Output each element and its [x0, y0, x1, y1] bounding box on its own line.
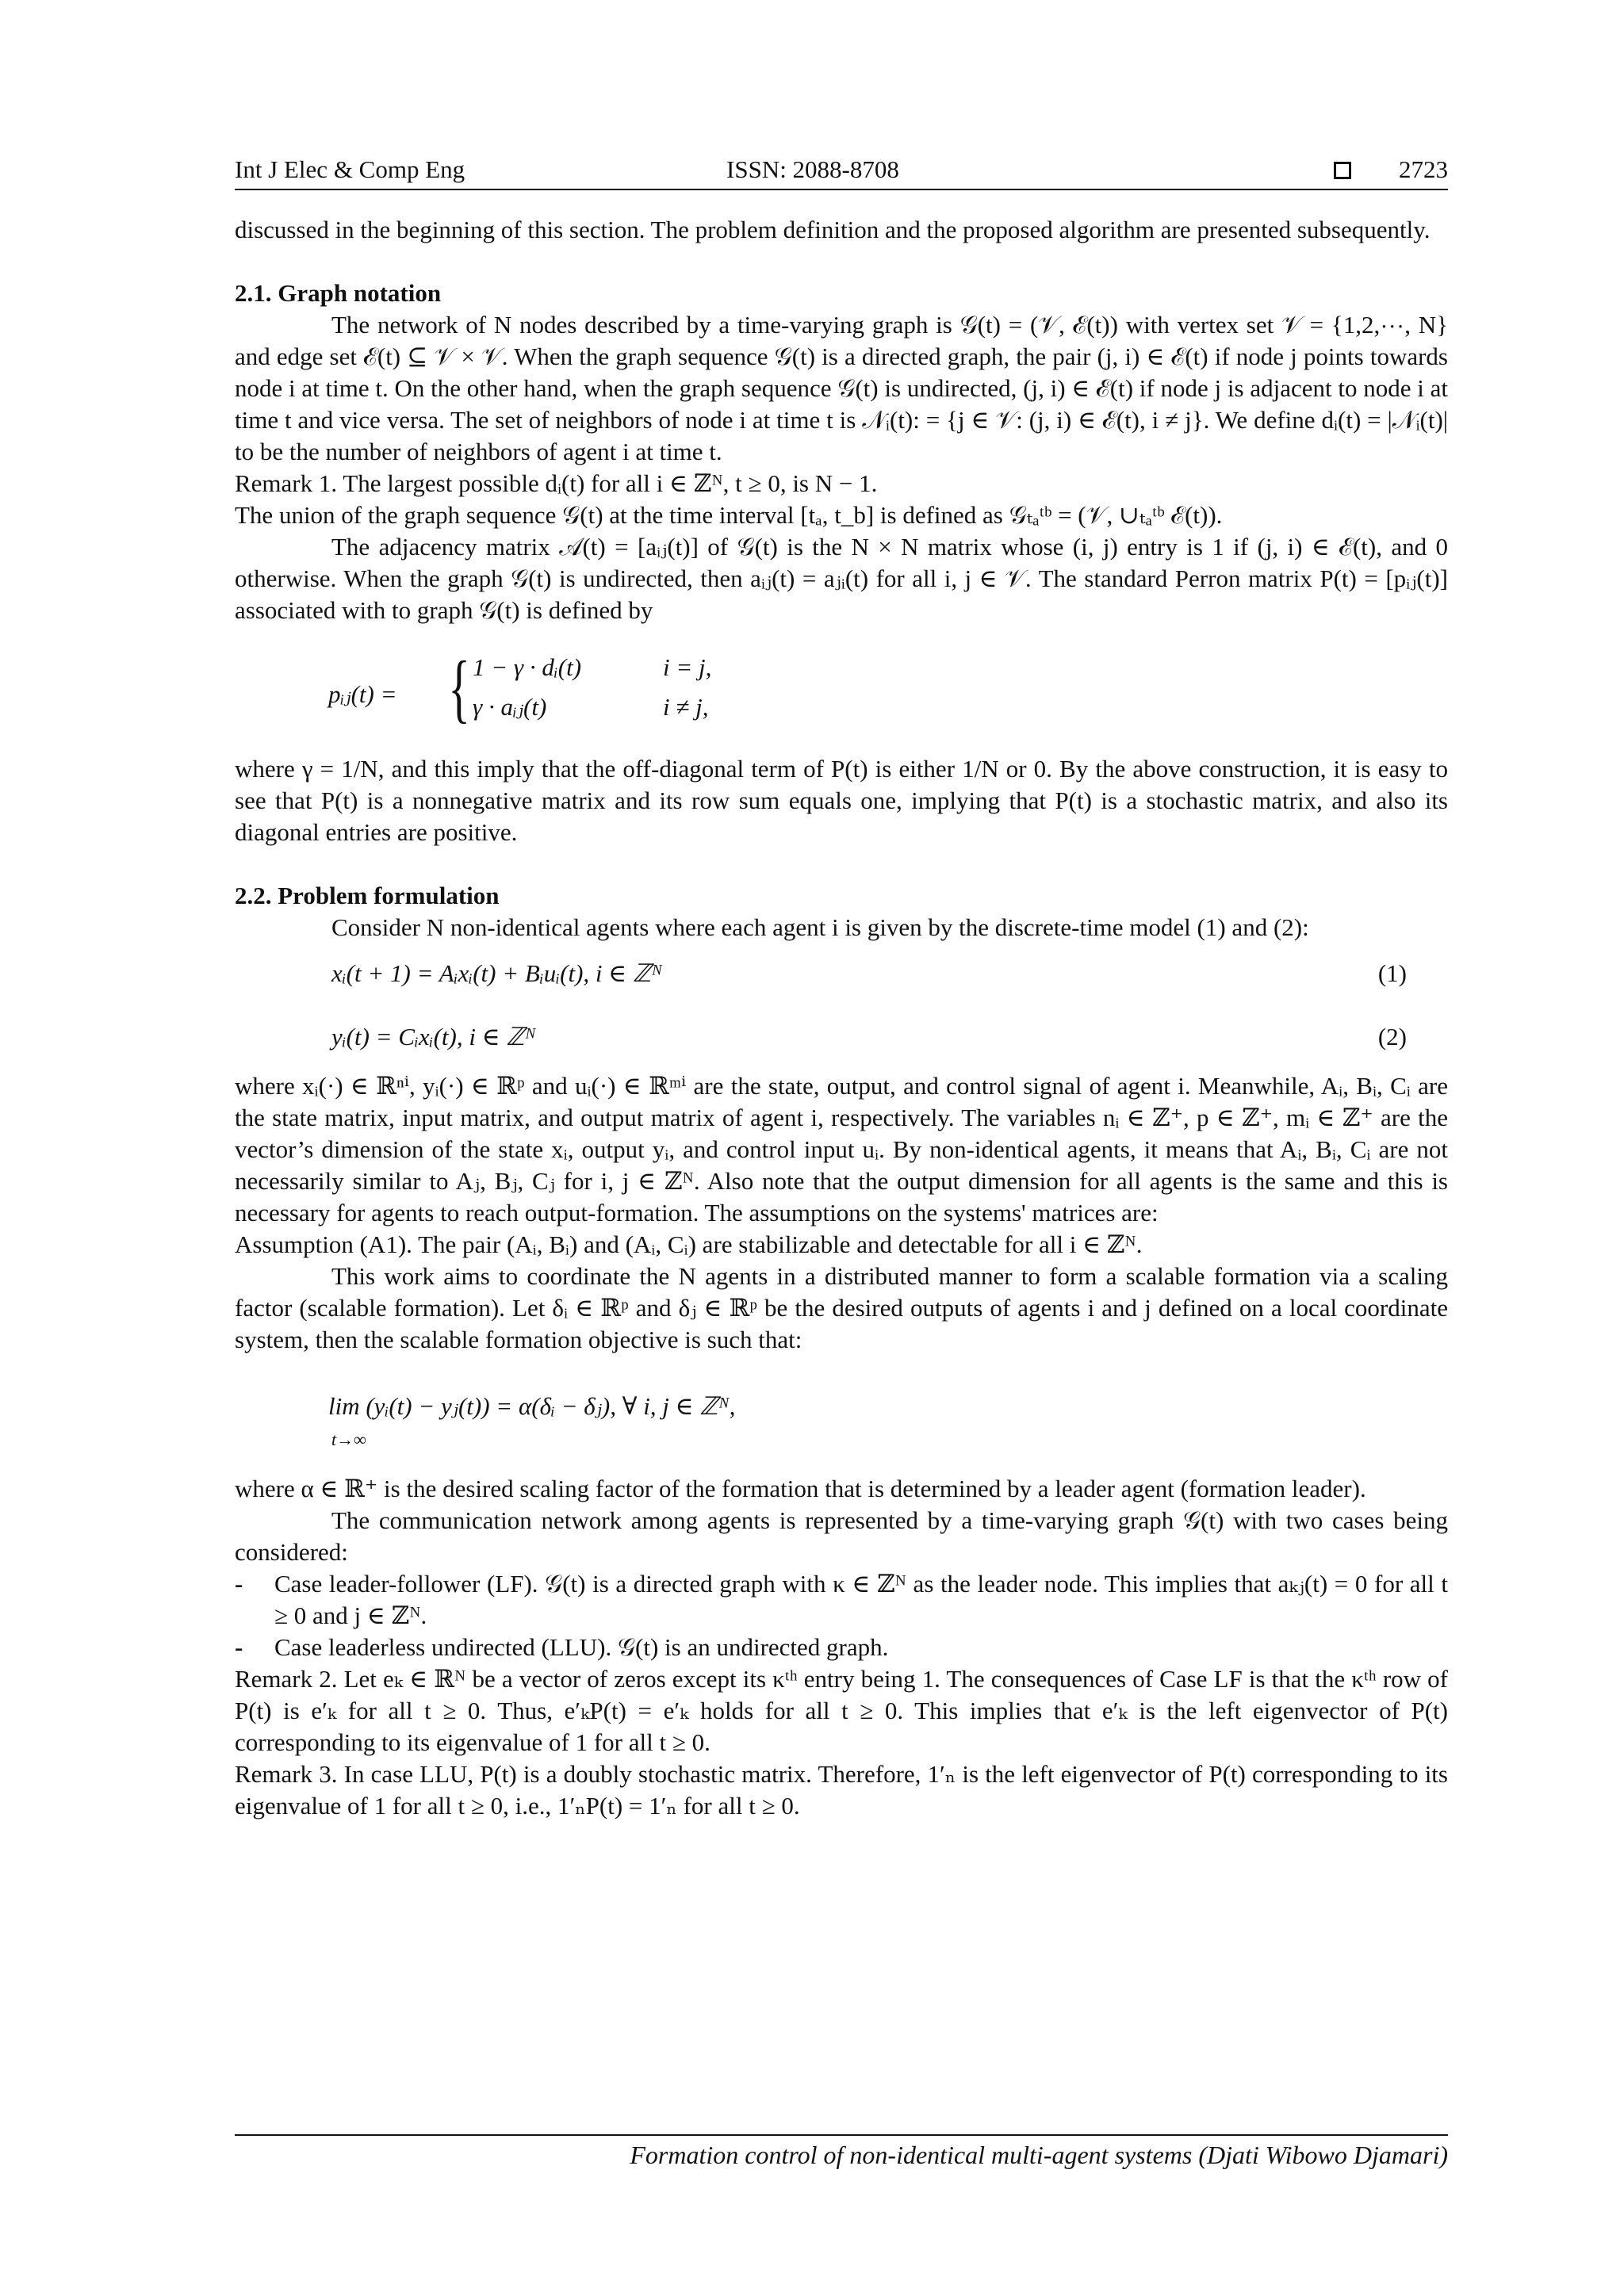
union-definition: The union of the graph sequence 𝒢(t) at the time interval [tₐ, t_b] is defined as 𝒢ₜₐᵗᵇ = (𝒱, ∪ₜₐᵗᵇ ℰ(t)).: [235, 501, 1223, 529]
bullet-2-text: Case leaderless undirected (LLU). 𝒢(t) is an undirected graph.: [274, 1633, 889, 1661]
footer-rule: [235, 2134, 1448, 2136]
scaling-factor-paragraph: where α ∈ ℝ⁺ is the desired scaling factor of the formation that is determined by a leader agent (formation leader).: [235, 1475, 1366, 1502]
perron-properties-paragraph: where γ = 1/N, and this imply that the off-diagonal term of P(t) is either 1/N or 0. By the above construction, it is easy to see that P(t) is a nonnegative matrix and its row sum equals one, implying that P(t) is a stochastic matrix, and also its diagonal entries are positive.: [235, 755, 1448, 846]
issn: ISSN: 2088-8708: [726, 155, 899, 183]
equation-1: [235, 943, 1448, 1007]
bullet-dash: -: [235, 1570, 243, 1598]
formation-objective-equation: [235, 1375, 1448, 1462]
equation-2: [235, 1007, 1448, 1070]
page-number-area: [1334, 155, 1448, 184]
remark-1: Remark 1. The largest possible dᵢ(t) for all i ∈ ℤᴺ, t ≥ 0, is N − 1.: [235, 469, 878, 497]
intro-paragraph: discussed in the beginning of this section. The problem definition and the proposed algorithm are presented subsequently.: [235, 216, 1431, 243]
case-2-condition: i ≠ j,: [663, 693, 709, 721]
header-rule: [235, 189, 1448, 190]
network-paragraph: The communication network among agents is represented by a time-varying graph 𝒢(t) with two cases being considered:: [235, 1506, 1448, 1566]
graph-notation-paragraph: The network of N nodes described by a time-varying graph is 𝒢(t) = (𝒱, ℰ(t)) with vertex set 𝒱 = {1,2,⋯, N} and edge set ℰ(t) ⊆ 𝒱 × 𝒱. When the graph sequence 𝒢(t) is a directed graph, the pair (j, i) ∈ ℰ(t) if node j points towards node i at time t. On the other hand, when the graph sequence 𝒢(t) is undirected, (j, i) ∈ ℰ(t) if node j is adjacent to node i at time t and vice versa. The set of neighbors of node i at time t is 𝒩ᵢ(t): = {j ∈ 𝒱: (j, i) ∈ ℰ(t), i ≠ j}. We define dᵢ(t) = |𝒩ᵢ(t)| to be the number of neighbors of agent i at time t.: [235, 311, 1448, 465]
perron-matrix-equation: [235, 644, 1448, 745]
journal-name: Int J Elec & Comp Eng: [235, 155, 465, 183]
objective-paragraph: This work aims to coordinate the N agents in a distributed manner to form a scalable formation via a scaling factor (scalable formation). Let δᵢ ∈ ℝᵖ and δⱼ ∈ ℝᵖ be the desired outputs of agents i and j defined on a local coordinate system, then the scalable formation objective is such that:: [235, 1262, 1448, 1353]
equation-lhs: pᵢⱼ(t) =: [328, 680, 397, 708]
limit-subscript: t→∞: [331, 1429, 366, 1449]
problem-intro: Consider N non-identical agents where each agent i is given by the discrete-time model (1) and (2):: [331, 913, 1309, 941]
equation-2-number: (2): [1377, 1023, 1407, 1050]
case-1-expression: 1 − γ · dᵢ(t): [473, 653, 582, 681]
running-header: [235, 155, 1448, 192]
square-icon: [1334, 162, 1351, 179]
remark-2: Remark 2. Let eₖ ∈ ℝᴺ be a vector of zeros except its κᵗʰ entry being 1. The consequences of Case LF is that the κᵗʰ row of P(t) is e′ₖ for all t ≥ 0. Thus, e′ₖP(t) = e′ₖ holds for all t ≥ 0. This implies that e′ₖ is the left eigenvector of P(t) corresponding to its eigenvalue of 1 for all t ≥ 0.: [235, 1665, 1448, 1756]
equation-2-body: yᵢ(t) = Cᵢxᵢ(t), i ∈ ℤᴺ: [331, 1023, 536, 1050]
section-2-1-title: 2.1. Graph notation: [235, 279, 442, 307]
adjacency-paragraph: The adjacency matrix 𝒜(t) = [aᵢⱼ(t)] of 𝒢(t) is the N × N matrix whose (i, j) entry is 1 if (j, i) ∈ ℰ(t), and 0 otherwise. When the graph 𝒢(t) is undirected, then aᵢⱼ(t) = aⱼᵢ(t) for all i, j ∈ 𝒱. The standard Perron matrix P(t) = [pᵢⱼ(t)] associated with to graph 𝒢(t) is defined by: [235, 533, 1448, 624]
equation-1-body: xᵢ(t + 1) = Aᵢxᵢ(t) + Bᵢuᵢ(t), i ∈ ℤᴺ: [331, 959, 663, 987]
bullet-leaderless: [235, 1632, 1448, 1663]
case-1-condition: i = j,: [663, 653, 712, 681]
bullet-1-text: Case leader-follower (LF). 𝒢(t) is a directed graph with κ ∈ ℤᴺ as the leader node. This implies that aₖⱼ(t) = 0 for all t ≥ 0 and j ∈ ℤᴺ.: [274, 1570, 1448, 1629]
case-2-expression: γ · aᵢⱼ(t): [473, 693, 547, 721]
equation-1-number: (1): [1377, 959, 1407, 987]
limit-expression: lim (yᵢ(t) − yⱼ(t)) = α(δᵢ − δⱼ), ∀ i, j ∈ ℤᴺ,: [328, 1392, 736, 1420]
running-footer: Formation control of non-identical multi-agent systems (Djati Wibowo Djamari): [630, 2141, 1448, 2169]
section-2-2-title: 2.2. Problem formulation: [235, 882, 500, 909]
remark-3: Remark 3. In case LLU, P(t) is a doubly stochastic matrix. Therefore, 1′ₙ is the left eigenvector of P(t) corresponding to its eigenvalue of 1 for all t ≥ 0, i.e., 1′ₙP(t) = 1′ₙ for all t ≥ 0.: [235, 1760, 1448, 1820]
brace-symbol: {: [448, 645, 470, 730]
assumption-a1: Assumption (A1). The pair (Aᵢ, Bᵢ) and (Aᵢ, Cᵢ) are stabilizable and detectable for all i ∈ ℤᴺ.: [235, 1230, 1143, 1258]
variables-paragraph: where xᵢ(·) ∈ ℝⁿⁱ, yᵢ(·) ∈ ℝᵖ and uᵢ(·) ∈ ℝᵐⁱ are the state, output, and control signal of agent i. Meanwhile, Aᵢ, Bᵢ, Cᵢ are the state matrix, input matrix, and output matrix of agent i, respectively. The variables nᵢ ∈ ℤ⁺, p ∈ ℤ⁺, mᵢ ∈ ℤ⁺ are the vector’s dimension of the state xᵢ, output yᵢ, and control input uᵢ. By non-identical agents, it means that Aᵢ, Bᵢ, Cᵢ are not necessarily similar to Aⱼ, Bⱼ, Cⱼ for i, j ∈ ℤᴺ. Also note that the output dimension for all agents is the same and this is necessary for agents to reach output-formation. The assumptions on the systems' matrices are:: [235, 1072, 1448, 1226]
body-text: [235, 214, 1448, 1822]
bullet-leader-follower: [235, 1568, 1448, 1632]
bullet-dash: -: [235, 1633, 243, 1661]
page-number: 2723: [1399, 155, 1448, 183]
